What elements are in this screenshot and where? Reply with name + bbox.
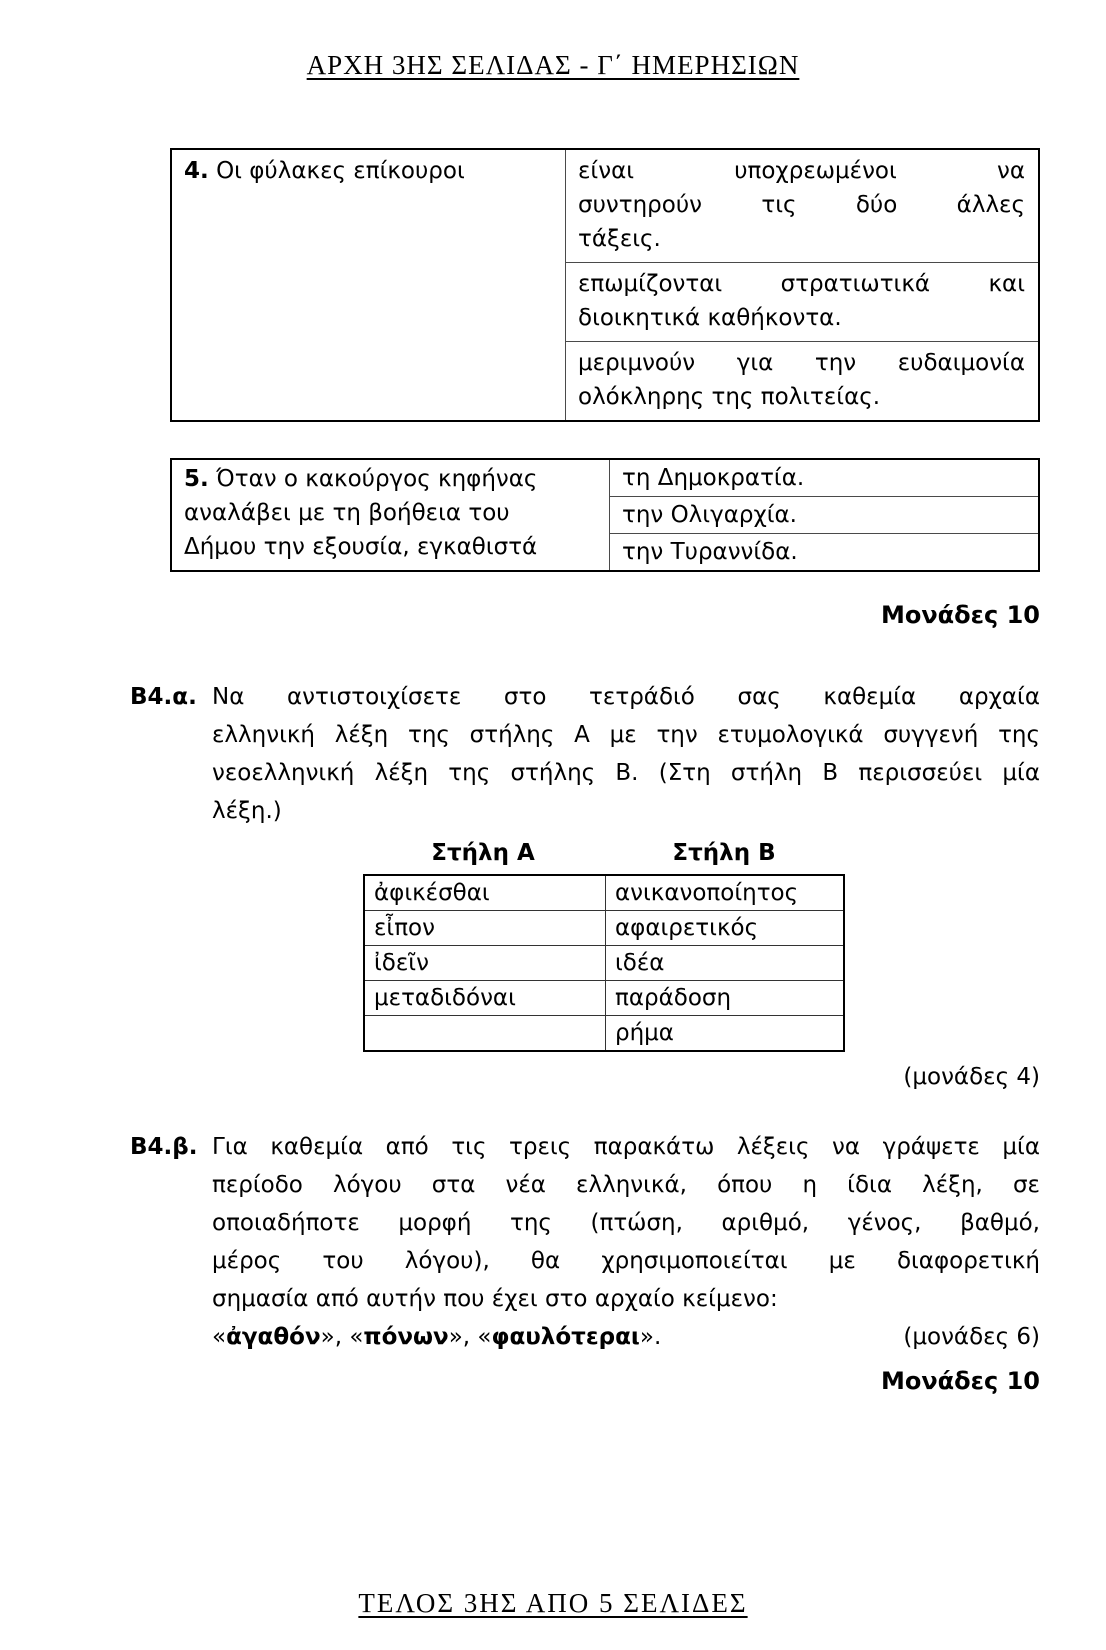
marks-b3: Μονάδες 10 — [880, 601, 1040, 629]
col-b-word-4: παράδοση — [606, 981, 845, 1016]
question4-option-3: μεριμνούν για την ευδαιμονία ολόκληρης της πολιτείας. — [578, 350, 1025, 410]
marks-b4: Μονάδες 10 — [880, 1367, 1040, 1395]
col-a-word-5 — [364, 1016, 606, 1052]
question-b4a-label: Β4.α. — [130, 684, 197, 710]
question-b4a — [130, 678, 1040, 830]
question5-stem-line2: αναλάβει με τη βοήθεια του — [184, 500, 510, 526]
question5-option-2-cell: την Ολιγαρχία. — [610, 497, 1040, 534]
question4-stem-cell — [171, 149, 566, 421]
submarks-b4a: (μονάδες 4) — [903, 1064, 1040, 1090]
question5-option-3-cell: την Τυραννίδα. — [610, 534, 1040, 572]
table-row — [171, 459, 1039, 497]
question5-table — [170, 458, 1040, 572]
question5-stem-line3: Δήμου την εξουσία, εγκαθιστά — [184, 534, 538, 560]
col-b-word-2: αφαιρετικός — [606, 911, 845, 946]
matching-table — [363, 874, 845, 1052]
question4-option-1: είναι υποχρεωμένοι να συντηρούν τις δύο άλλες τάξεις. — [578, 158, 1025, 252]
question-b4b-label: Β4.β. — [130, 1134, 198, 1160]
question4-stem: Οι φύλακες επίκουροι — [216, 158, 465, 184]
question-b4b-words-line — [212, 1318, 1040, 1356]
col-a-word-1: ἀφικέσθαι — [364, 875, 606, 911]
question5-number: 5. — [184, 466, 209, 492]
column-a-header: Στήλη Α — [431, 840, 535, 866]
col-a-word-4: μεταδιδόναι — [364, 981, 606, 1016]
col-a-word-3: ἰδεῖν — [364, 946, 606, 981]
table-row — [364, 875, 844, 911]
page-header — [0, 48, 1106, 82]
column-b-header: Στήλη Β — [672, 840, 776, 866]
col-b-word-5: ρήμα — [606, 1016, 845, 1052]
page-footer — [0, 1586, 1106, 1620]
table-row — [364, 981, 844, 1016]
question5-stem-line1: 5. Όταν ο κακούργος κηφήνας — [184, 466, 538, 492]
question-b4b — [130, 1128, 1040, 1400]
col-a-word-2: εἶπον — [364, 911, 606, 946]
table-row — [171, 149, 1039, 263]
question4-option-2-cell — [566, 263, 1040, 342]
question4-option-1-cell — [566, 149, 1040, 263]
submarks-b4b: (μονάδες 6) — [903, 1324, 1040, 1350]
question-b4b-text: Για καθεμία από τις τρεις παρακάτω λέξεις να γράψετε μία περίοδο λόγου στα νέα ελληνικά, όπου η ίδια λέξη, σε οποιαδήποτε μορφή της (πτώση, αριθμό, γένος, βαθμό, μέρος του λόγου), θα χρησιμοποιείται με διαφορετική σημασία από αυτήν που έχει στο αρχαίο κείμενο: — [212, 1134, 1040, 1312]
question4-table — [170, 148, 1040, 422]
table-row — [364, 911, 844, 946]
question-b4a-text: Να αντιστοιχίσετε στο τετράδιό σας καθεμία αρχαία ελληνική λέξη της στήλης Α με την ετυμολογικά συγγενή της νεοελληνική λέξη της στήλης Β. (Στη στήλη Β περισσεύει μία λέξη.) — [212, 684, 1040, 824]
question5-option-1-cell: τη Δημοκρατία. — [610, 459, 1040, 497]
quoted-words: «ἀγαθόν», «πόνων», «φαυλότεραι». — [212, 1324, 662, 1350]
matching-table-headers — [363, 836, 845, 870]
table-row — [364, 946, 844, 981]
question4-option-2: επωμίζονται στρατιωτικά και διοικητικά καθήκοντα. — [578, 271, 1025, 331]
page-footer-title: ΤΕΛΟΣ 3ΗΣ ΑΠΟ 5 ΣΕΛΙΔΕΣ — [358, 1588, 748, 1618]
question5-stem-cell — [171, 459, 610, 571]
table-row — [364, 1016, 844, 1052]
question4-number: 4. — [184, 158, 209, 184]
col-b-word-1: ανικανοποίητος — [606, 875, 845, 911]
col-b-word-3: ιδέα — [606, 946, 845, 981]
page-header-title: ΑΡΧΗ 3ΗΣ ΣΕΛΙΔΑΣ - Γ΄ ΗΜΕΡΗΣΙΩΝ — [306, 50, 800, 80]
question4-option-3-cell — [566, 342, 1040, 422]
